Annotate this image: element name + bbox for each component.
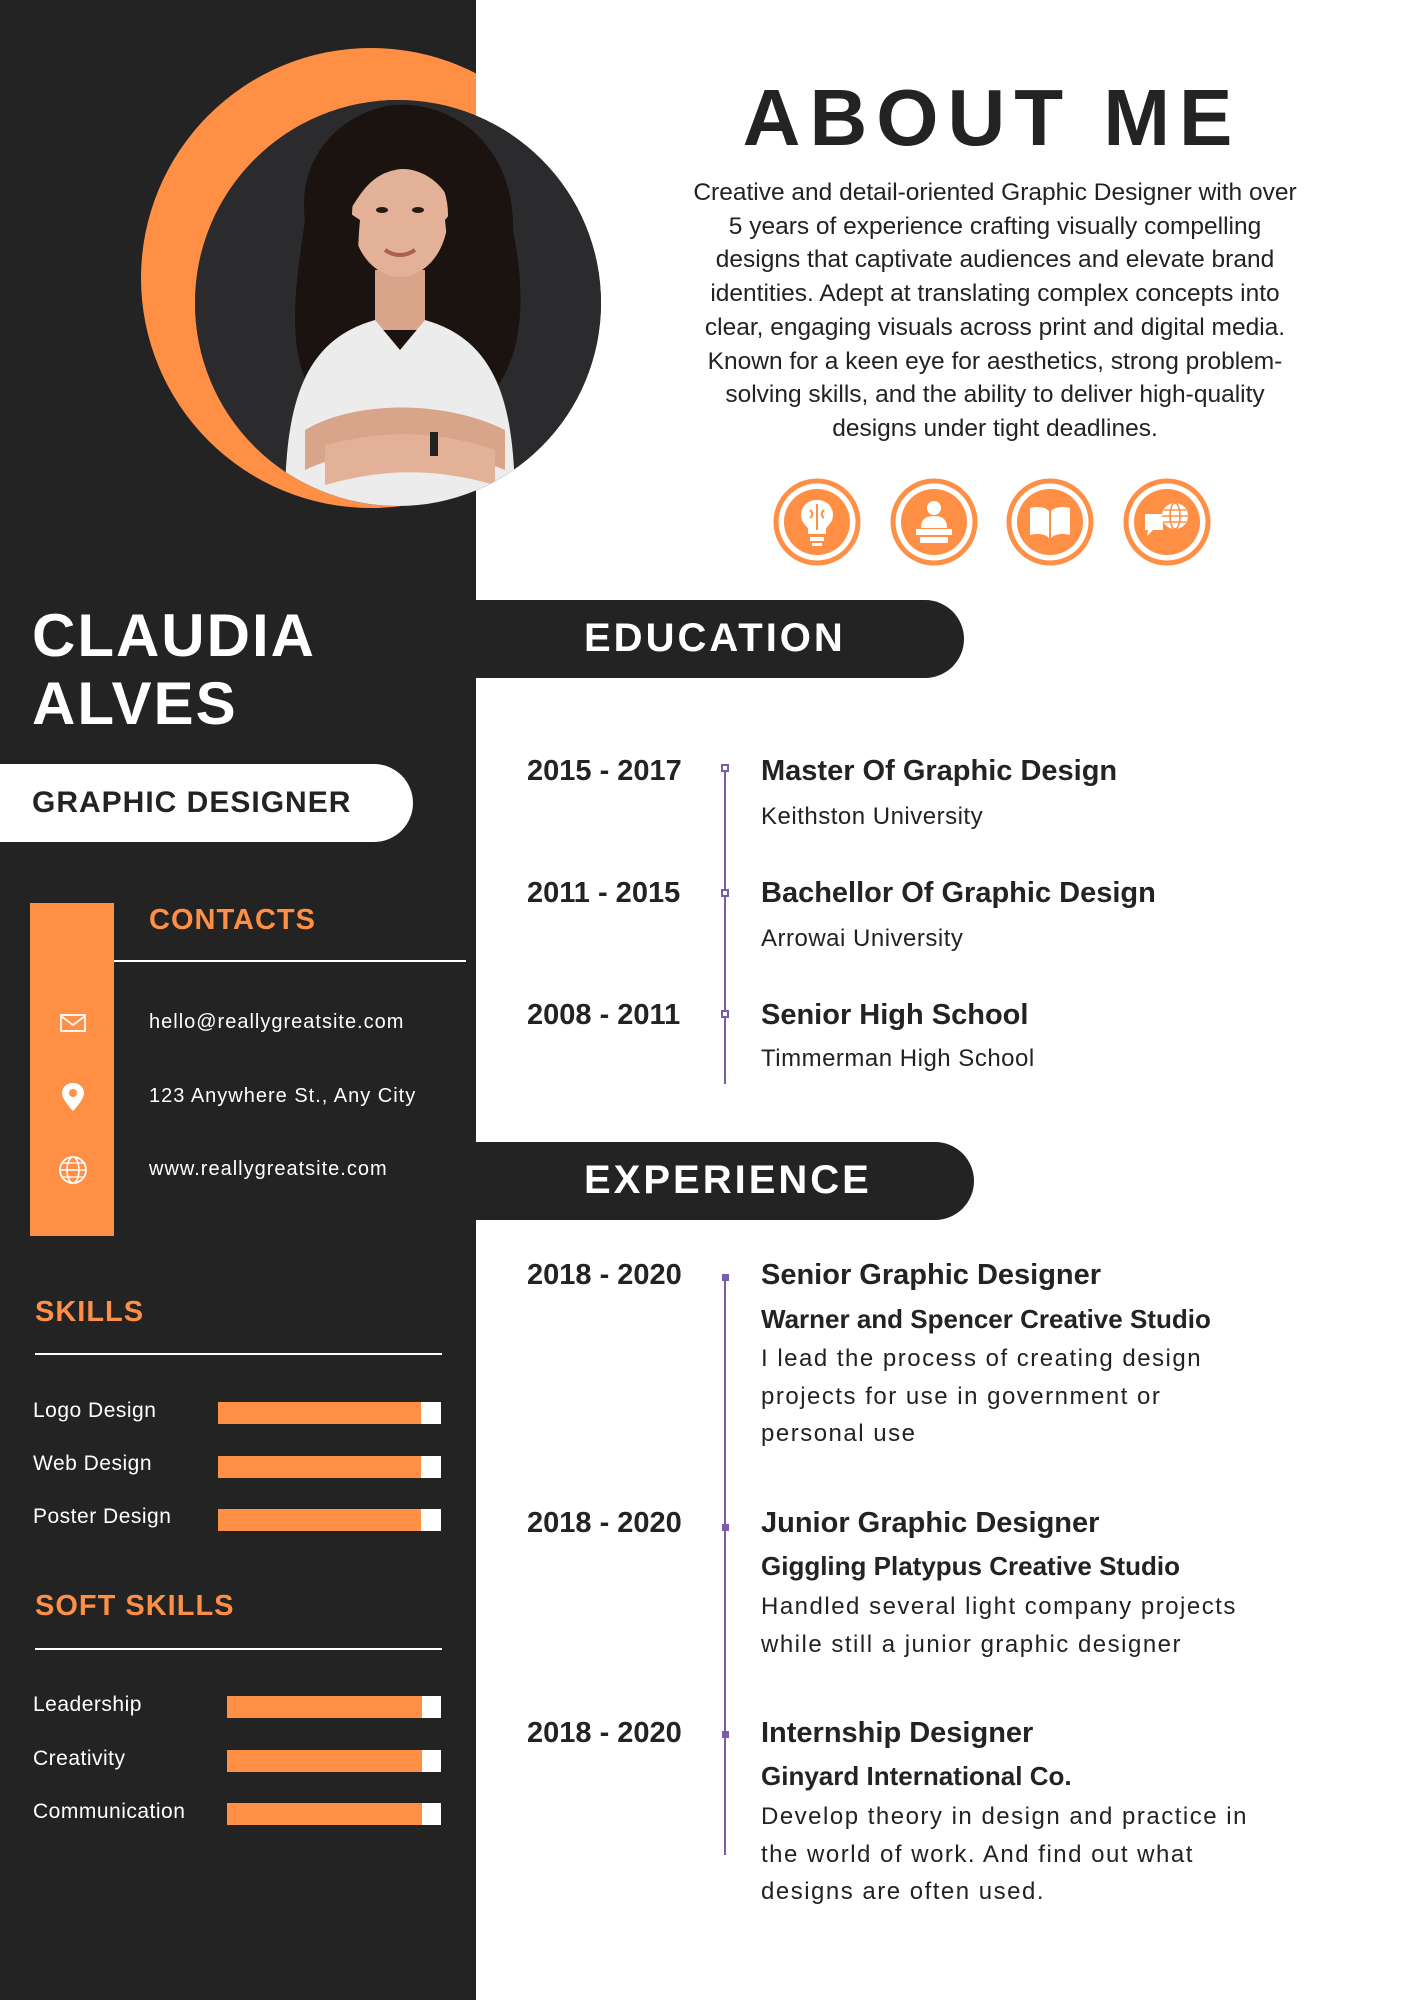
book-icon: [1006, 478, 1094, 566]
timeline-marker: [722, 1731, 729, 1738]
about-line: Creative and detail-oriented Graphic Designer with over: [693, 179, 1297, 206]
full-name: [32, 602, 316, 738]
skills-heading: SKILLS: [35, 1296, 145, 1328]
description-line: designs are often used.: [761, 1878, 1046, 1905]
soft-skill-label: Communication: [33, 1800, 186, 1823]
profile-photo: [195, 100, 601, 506]
experience-role: Internship Designer: [761, 1717, 1034, 1749]
contacts-divider: [114, 960, 466, 962]
experience-role: Junior Graphic Designer: [761, 1507, 1100, 1539]
education-years: 2008 - 2011: [527, 999, 681, 1031]
skill-bar-fill: [218, 1509, 421, 1531]
experience-description: [761, 1340, 1321, 1453]
skill-bar-fill: [218, 1456, 421, 1478]
education-degree: Senior High School: [761, 999, 1029, 1031]
education-degree: Bachellor Of Graphic Design: [761, 877, 1156, 909]
soft-skill-bar: [227, 1696, 441, 1718]
soft-skill-bar: [227, 1803, 441, 1825]
description-line: projects for use in government or: [761, 1382, 1162, 1410]
education-heading: EDUCATION: [584, 616, 846, 660]
job-title-pill: [0, 764, 413, 842]
about-heading: ABOUT ME: [742, 73, 1242, 162]
description-line: Develop theory in design and practice in: [761, 1803, 1248, 1830]
about-line: designs that captivate audiences and elevate brand: [715, 246, 1275, 274]
soft-skill-bar-fill: [227, 1696, 422, 1718]
experience-company: Warner and Spencer Creative Studio: [761, 1304, 1211, 1334]
skill-label: Web Design: [33, 1452, 153, 1475]
location-pin-icon: [56, 1080, 90, 1114]
description-line: I lead the process of creating design: [761, 1345, 1203, 1372]
globe-icon: [56, 1153, 90, 1187]
skill-bar: [218, 1402, 441, 1424]
lightbulb-brain-icon: [773, 478, 861, 566]
soft-skills-divider: [35, 1648, 442, 1650]
experience-description: [761, 1798, 1321, 1911]
about-line: Known for a keen eye for aesthetics, strong problem-: [707, 347, 1283, 375]
experience-years: 2018 - 2020: [527, 1717, 682, 1749]
education-years: 2011 - 2015: [527, 877, 681, 909]
education-school: Timmerman High School: [761, 1045, 1035, 1072]
description-line: the world of work. And find out what: [761, 1840, 1194, 1868]
education-school: Keithston University: [761, 803, 984, 830]
presenter-icon: [890, 478, 978, 566]
about-line: 5 years of experience crafting visually compelling: [728, 212, 1262, 240]
skill-bar: [218, 1509, 441, 1531]
experience-description: [761, 1588, 1321, 1663]
experience-heading: EXPERIENCE: [584, 1158, 872, 1202]
contact-email[interactable]: hello@reallygreatsite.com: [149, 1011, 405, 1033]
skill-label: Poster Design: [33, 1505, 172, 1528]
experience-years: 2018 - 2020: [527, 1259, 682, 1291]
education-degree: Master Of Graphic Design: [761, 755, 1118, 787]
soft-skill-bar-fill: [227, 1750, 422, 1772]
experience-years: 2018 - 2020: [527, 1507, 682, 1539]
skill-label: Logo Design: [33, 1399, 157, 1422]
soft-skill-label: Leadership: [33, 1693, 142, 1716]
experience-heading-bar: [476, 1142, 974, 1220]
timeline-marker: [722, 1524, 729, 1531]
description-line: personal use: [761, 1420, 917, 1447]
timeline-marker: [721, 1010, 729, 1018]
about-line: clear, engaging visuals across print and digital media.: [704, 313, 1286, 341]
skill-bar-fill: [218, 1402, 421, 1424]
description-line: Handled several light company projects: [761, 1593, 1237, 1620]
timeline-marker: [722, 1274, 729, 1281]
experience-company: Ginyard International Co.: [761, 1761, 1072, 1791]
education-years: 2015 - 2017: [527, 755, 682, 787]
skills-divider: [35, 1353, 442, 1355]
timeline-marker: [721, 764, 729, 772]
contacts-heading: CONTACTS: [149, 904, 316, 936]
job-title: GRAPHIC DESIGNER: [32, 786, 352, 819]
soft-skill-bar: [227, 1750, 441, 1772]
education-school: Arrowai University: [761, 925, 964, 952]
first-name: CLAUDIA: [32, 602, 316, 669]
skill-bar: [218, 1456, 441, 1478]
education-heading-bar: [476, 600, 964, 678]
about-line: identities. Adept at translating complex concepts into: [710, 280, 1280, 308]
soft-skills-heading: SOFT SKILLS: [35, 1590, 235, 1622]
experience-timeline: [724, 1275, 726, 1855]
about-text: [640, 176, 1350, 446]
chat-globe-icon: [1123, 478, 1211, 566]
contact-address: 123 Anywhere St., Any City: [149, 1085, 417, 1107]
experience-company: Giggling Platypus Creative Studio: [761, 1551, 1180, 1581]
about-line: designs under tight deadlines.: [832, 414, 1158, 442]
soft-skill-label: Creativity: [33, 1747, 126, 1770]
contact-website[interactable]: www.reallygreatsite.com: [149, 1158, 388, 1180]
experience-role: Senior Graphic Designer: [761, 1259, 1102, 1291]
education-timeline: [724, 766, 726, 1084]
timeline-marker: [721, 889, 729, 897]
mail-icon: [56, 1006, 90, 1040]
soft-skill-bar-fill: [227, 1803, 422, 1825]
last-name: ALVES: [32, 670, 238, 737]
description-line: while still a junior graphic designer: [761, 1630, 1183, 1658]
about-line: solving skills, and the ability to deliver high-quality: [725, 381, 1265, 409]
